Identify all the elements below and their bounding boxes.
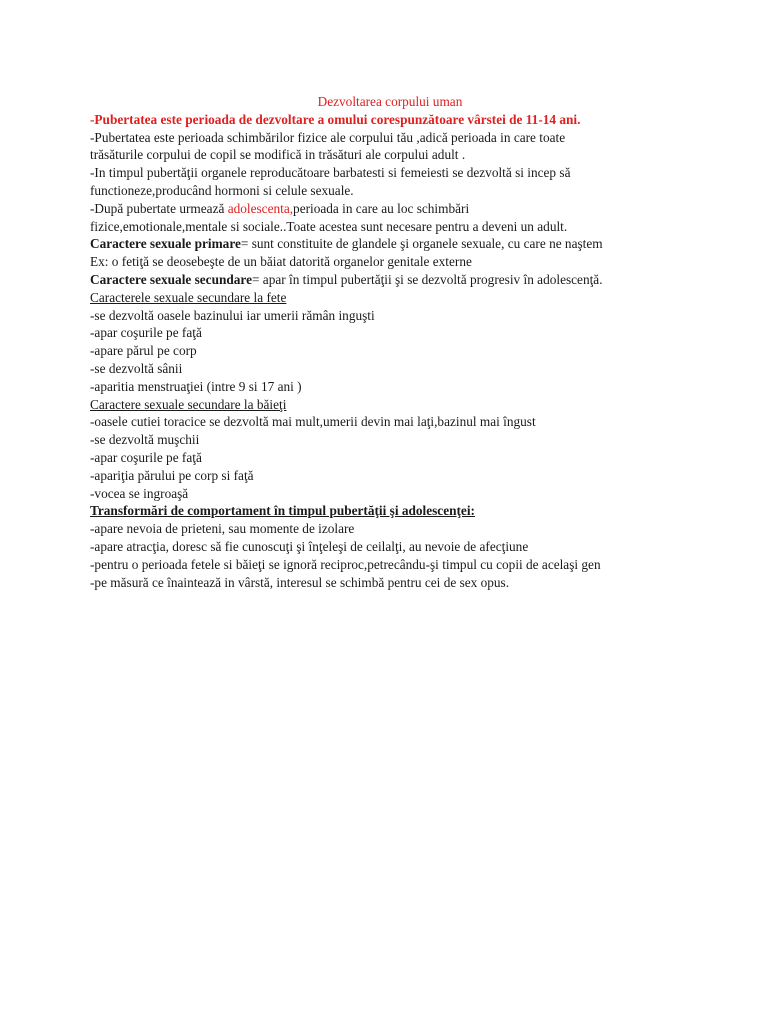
paragraph-line: fizice,emotionale,mentale si sociale..Toate acestea sunt necesare pentru a deveni un adult.: [90, 218, 568, 234]
document-title: Dezvoltarea corpului uman: [317, 94, 463, 109]
list-item: -aparitia menstruaţiei (intre 9 si 17 ani ): [90, 378, 302, 394]
secondary-characters-text: = apar în timpul pubertăţii şi se dezvoltă progresiv în adolescenţă.: [251, 271, 603, 287]
list-item: -pentru o perioada fetele si băieţi se ignoră reciproc,petrecându-şi timpul cu copii de acelaşi gen: [90, 556, 601, 572]
example-line: Ex: o fetiţă se deosebeşte de un băiat datorită organelor genitale externe: [90, 254, 472, 270]
secondary-characters-line: [90, 271, 690, 289]
primary-characters-label: Caractere sexuale primare: [90, 236, 241, 252]
list-item: -se dezvoltă muşchii: [90, 432, 200, 448]
list-item: -se dezvoltă oasele bazinului iar umerii rămân inguşti: [90, 307, 375, 323]
paragraph-line: trăsăturile corpului de copil se modifică in trăsături ale corpului adult .: [90, 147, 466, 163]
adolescence-line-pre: -După pubertate urmează: [90, 200, 228, 216]
boys-heading: Caractere sexuale secundare la băieţi: [90, 396, 287, 412]
intro-definition: -Pubertatea este perioada de dezvoltare a omului corespunzătoare vârstei de 11-14 ani.: [90, 111, 581, 127]
list-item: -apare nevoia de prieteni, sau momente de izolare: [90, 521, 355, 537]
adolescence-line: [90, 200, 690, 218]
adolescence-highlight: adolescenta,: [227, 200, 294, 216]
list-item: -apare părul pe corp: [90, 343, 197, 359]
list-item: -apar coşurile pe faţă: [90, 325, 202, 341]
list-item: -se dezvoltă sânii: [90, 360, 183, 376]
primary-characters-line: [90, 235, 690, 253]
list-item: -vocea se ingroaşă: [90, 485, 189, 501]
paragraph-line: functioneze,producând hormoni si celule sexuale.: [90, 182, 354, 198]
list-item: -apariţia părului pe corp si faţă: [90, 467, 254, 483]
list-item: -apar coşurile pe faţă: [90, 449, 202, 465]
primary-characters-text: = sunt constituite de glandele şi organele sexuale, cu care ne naştem: [240, 236, 603, 252]
paragraph-line: -Pubertatea este perioada schimbărilor fizice ale corpului tău ,adică perioada in care toate: [90, 129, 566, 145]
behavior-heading: Transformări de comportament în timpul pubertăţii şi adolescenţei:: [90, 503, 475, 519]
document-page: [90, 93, 690, 591]
list-item: -pe măsură ce înaintează in vârstă, interesul se schimbă pentru cei de sex opus.: [90, 574, 510, 590]
list-item: -apare atracţia, doresc să fie cunoscuţi şi înţeleşi de ceilalţi, au nevoie de afecţiune: [90, 538, 529, 554]
list-item: -oasele cutiei toracice se dezvoltă mai mult,umerii devin mai laţi,bazinul mai îngust: [90, 414, 536, 430]
secondary-characters-label: Caractere sexuale secundare: [90, 271, 252, 287]
adolescence-line-post: perioada in care au loc schimbări: [293, 200, 470, 216]
girls-heading: Caracterele sexuale secundare la fete: [90, 289, 287, 305]
paragraph-line: -In timpul pubertăţii organele reproducătoare barbatesti si femeiesti se dezvoltă si incep să: [90, 165, 571, 181]
